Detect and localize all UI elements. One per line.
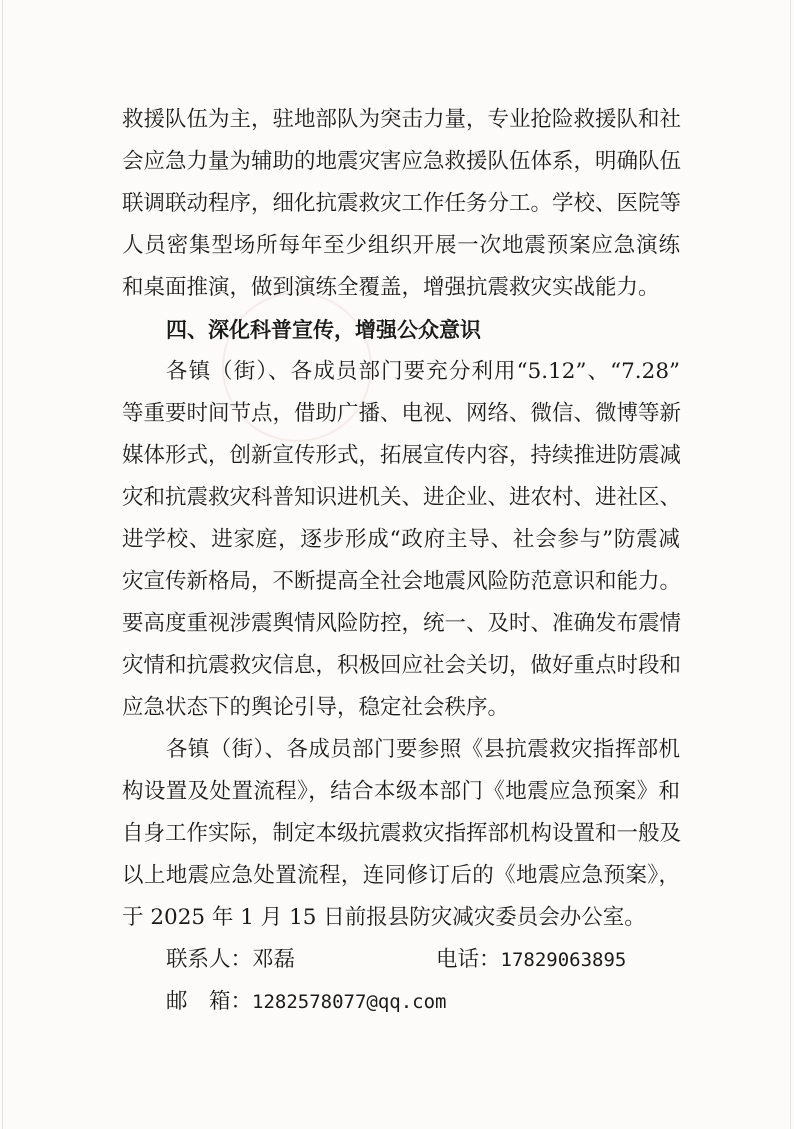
contact-person-label: 联系人： [166, 947, 253, 972]
text-line: 灾和抗震救灾科普知识进机关、进企业、进农村、进社区、 [122, 485, 682, 510]
contact-person-name: 邓磊 [252, 947, 296, 972]
text-line: 各镇（街）、各成员部门要充分利用“5.12”、“7.28” [166, 359, 680, 384]
text-line: 进学校、进家庭，逐步形成“政府主导、社会参与”防震减 [122, 527, 680, 552]
scan-edge-right [790, 0, 791, 1129]
text-line: 要高度重视涉震舆情风险防控，统一、及时、准确发布震情 [122, 611, 682, 636]
text-line: 自身工作实际，制定本级抗震救灾指挥部机构设置和一般及 [122, 821, 682, 846]
text-line: 灾情和抗震救灾信息，积极回应社会关切，做好重点时段和 [122, 653, 682, 678]
text-line: 构设置及处置流程》，结合本级本部门《地震应急预案》和 [122, 779, 680, 804]
text-line: 媒体形式，创新宣传形式，拓展宣传内容，持续推进防震减 [122, 443, 682, 468]
text-line: 会应急力量为辅助的地震灾害应急救援队伍体系，明确队伍 [122, 149, 682, 174]
contact-phone-label: 电话： [436, 947, 501, 972]
text-line: 于 2025 年 1 月 15 日前报县防灾减灾委员会办公室。 [122, 905, 646, 930]
contact-email [166, 982, 446, 1022]
text-line: 各镇（街）、各成员部门要参照《县抗震救灾指挥部机 [166, 737, 680, 762]
contact-person [166, 940, 295, 980]
section-heading: 四、深化科普宣传，增强公众意识 [166, 318, 481, 342]
text-line: 灾宣传新格局，不断提高全社会地震风险防范意识和能力。 [122, 569, 682, 594]
text-line: 救援队伍为主，驻地部队为突击力量，专业抢险救援队和社 [122, 107, 682, 132]
contact-email-address: 1282578077@qq.com [252, 991, 447, 1013]
scan-edge-left [2, 0, 3, 1129]
contact-email-label: 邮 箱： [166, 989, 253, 1014]
contact-phone-number: 17829063895 [500, 949, 627, 971]
text-line: 和桌面推演，做到演练全覆盖，增强抗震救灾实战能力。 [122, 275, 660, 300]
text-line: 联调联动程序，细化抗震救灾工作任务分工。学校、医院等 [122, 191, 682, 216]
text-line: 等重要时间节点，借助广播、电视、网络、微信、微博等新 [122, 401, 682, 426]
text-line: 应急状态下的舆论引导，稳定社会秩序。 [122, 695, 510, 720]
text-line: 以上地震应急处置流程，连同修订后的《地震应急预案》， [122, 863, 680, 888]
text-line: 人员密集型场所每年至少组织开展一次地震预案应急演练 [122, 233, 680, 258]
contact-phone [436, 940, 626, 980]
